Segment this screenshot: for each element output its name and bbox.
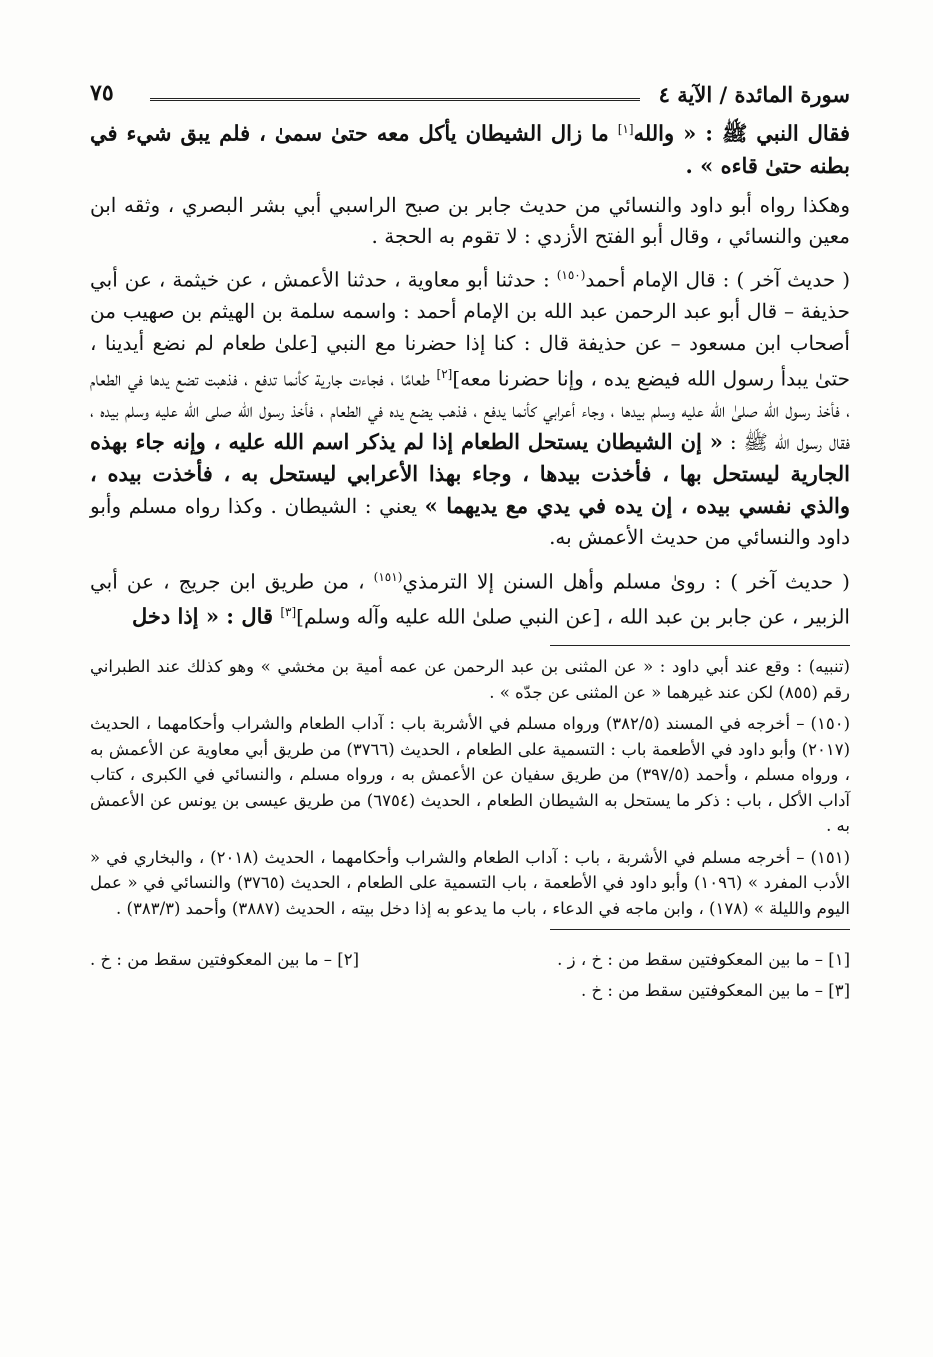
footnotes-separator <box>550 645 850 646</box>
paragraph-2: وهكذا رواه أبو داود والنسائي من حديث جابر بن صبح الراسبي أبي بشر البصري ، وثقه ابن معين والنسائي ، وقال أبو الفتح الأزدي : لا تقوم به الحجة . <box>90 193 850 249</box>
book-page <box>90 70 850 1006</box>
ref-marker-3: [٣] <box>280 605 297 620</box>
annotations-section <box>90 944 850 1006</box>
paragraph-3 <box>90 260 850 553</box>
annotation-3: [٣] – ما بين المعكوفتين سقط من : خ . <box>580 981 850 1001</box>
paragraph-3-text-c: طعامًا ، فجاءت جارية كأنما تدفع ، فذهبت تضع يدها في الطعام ، فأخذ رسول الله صلىٰ الله عليه وسلم بيدها ، وجاء أعرابي كأنما يدفع ، فذهب يضع يده في الطعام ، فأخذ رسول الله صلى الله عليه وسلم بيده ، فقال رسول الله ﷺ : <box>90 366 850 454</box>
footnote-marker-151: (١٥١) <box>373 569 403 584</box>
paragraph-1-text-b: ما زال الشيطان يأكل معه حتىٰ سمىٰ ، فلم يبق شيء في بطنه حتىٰ قاءه » . <box>90 120 850 178</box>
annotation-1: [١] – ما بين المعكوفتين سقط من : خ ، ز . <box>557 950 850 970</box>
footnotes-section <box>90 654 850 921</box>
annotation-2: [٢] – ما بين المعكوفتين سقط من : خ . <box>90 950 360 970</box>
paragraph-1-text-a: فقال النبي ﷺ : « والله <box>633 120 850 146</box>
surah-title: سورة المائدة / الآية ٤ <box>658 82 850 107</box>
hadith-quote: « إن الشيطان يستحل الطعام إذا لم يذكر اسم الله عليه ، وإنه جاء بهذه الجارية ليستحل بها ، فأخذت بيدها ، وجاء بهذا الأعرابي ليستحل به ، فأخذت بيده ، والذي نفسي بيده ، إن يده في يدي مع يديهما » <box>90 428 850 519</box>
paragraph-3-text-d: يعني : الشيطان . وكذا رواه مسلم وأبو داود والنسائي من حديث الأعمش به. <box>90 494 850 550</box>
paragraph-4-text-b: ، من طريق ابن جريج ، عن أبي الزبير ، عن جابر بن عبد الله ، [عن النبي صلىٰ الله عليه وآله وسلم] <box>90 569 850 630</box>
paragraph-1 <box>90 114 850 182</box>
page-number: ٧٥ <box>90 80 114 106</box>
footnote-150: (١٥٠) – أخرجه في المسند (٣٨٢/٥) ورواه مسلم في الأشربة باب : آداب الطعام والشراب وأحكامهما ، الحديث (٢٠١٧) وأبو داود في الأطعمة باب : التسمية على الطعام ، الحديث (٣٧٦٦) من طريق أبي معاوية عن الأعمش به ، ورواه مسلم ، وأحمد (٣٩٧/٥) من طريق سفيان عن الأعمش به ، ورواه مسلم ، والنسائي في الكبرى ، كتاب آداب الأكل ، باب : ذكر ما يستحل به الشيطان الطعام ، الحديث (٦٧٥٤) من طريق عيسى بن يونس عن الأعمش به . <box>90 714 851 836</box>
footnote-tanbih: (تنبيه) : وقع عند أبي داود : « عن المثنى بن عبد الرحمن عن عمه أمية بن مخشي » وهو كذلك عند الطبراني رقم (٨٥٥) لكن عند غيرهما « عن المثنى عن جدّه » . <box>90 657 850 702</box>
page-header <box>90 70 850 114</box>
header-rule <box>150 98 640 101</box>
paragraph-3-text-b: : حدثنا أبو معاوية ، حدثنا الأعمش ، عن خيثمة ، عن أبي حذيفة – قال أبو عبد الرحمن عبد الله بن الإمام أحمد : واسمه سلمة بن الهيثم بن صهيب من أصحاب ابن مسعود – عن حذيفة قال : كنا إذا حضرنا مع النبي [علىٰ طعام لم نضع أيدينا ، حتىٰ يبدأ رسول الله فيضع يده ، وإنا حضرنا معه] <box>90 268 850 391</box>
footnote-marker-150: (١٥٠) <box>556 268 586 283</box>
paragraph-4-text-c: قال : « إذا دخل <box>131 604 281 630</box>
paragraph-4 <box>90 562 850 634</box>
annotations-separator <box>550 929 850 930</box>
footnote-151: (١٥١) – أخرجه مسلم في الأشربة ، باب : آداب الطعام والشراب وأحكامهما ، الحديث (٢٠١٨) ، والبخاري في « الأدب المفرد » (١٠٩٦) وأبو داود في الأطعمة ، باب التسمية على الطعام ، الحديث (٣٧٦٥) والنسائي في « عمل اليوم والليلة » (١٧٨) ، وابن ماجه في الدعاء ، باب ما يدعو به إذا دخل بيته ، الحديث (٣٨٨٧) وأحمد (٣٨٣/٣) . <box>90 847 851 918</box>
ref-marker-2: [٢] <box>436 366 453 381</box>
ref-marker-1: [١] <box>617 122 634 136</box>
paragraph-3-text-a: ( حديث آخر ) : قال الإمام أحمد <box>585 268 850 293</box>
annotations-row <box>90 944 850 975</box>
paragraph-4-text-a: ( حديث آخر ) : روىٰ مسلم وأهل السنن إلا الترمذي <box>402 569 850 594</box>
